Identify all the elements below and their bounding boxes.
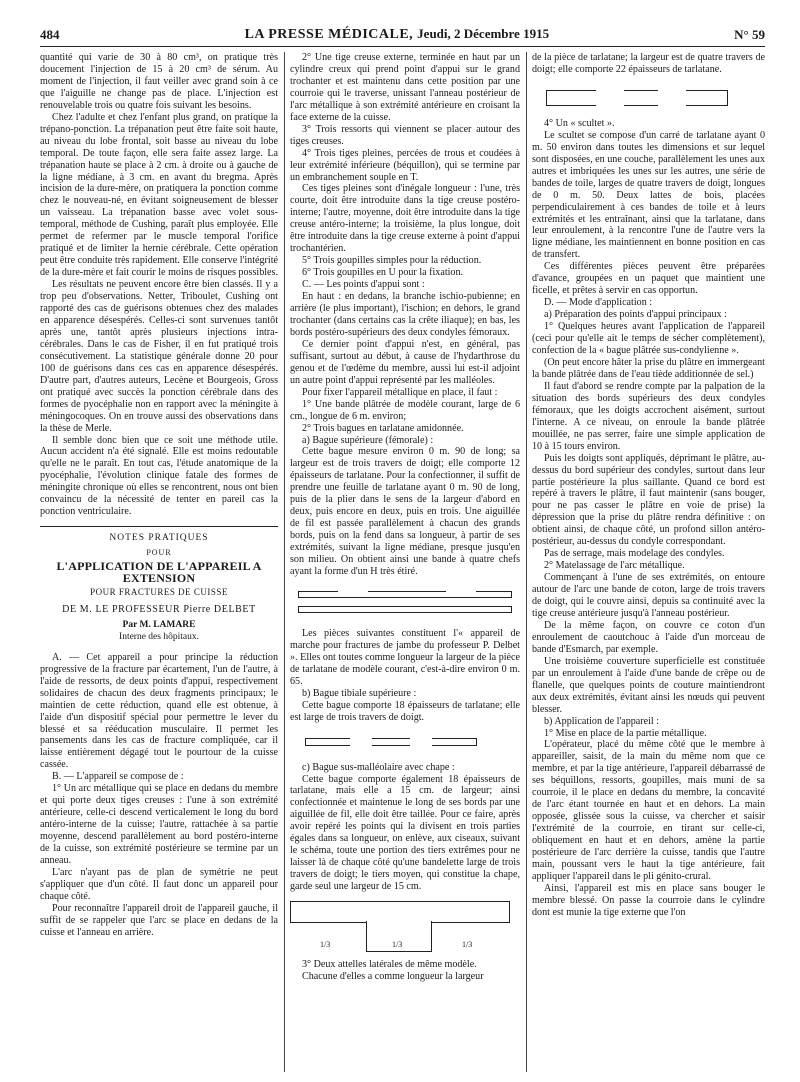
paragraph: Puis les doigts sont appliqués, déprimant le plâtre, au-dessus du bord supérieur des condyles, surtout dans leur partie postérieure la plus saillante. Quand ce bord est repéré à travers le plâtre, il faut maintenir (sans bouger, pour ne pas casser le plâtre en voie de prise) la dépression que la prise du plâtre rendra définitive : on obtient ainsi, de chaque côté, un profond sillon antéro-postérieur, au-dessus du condyle correspondant. <box>532 452 765 548</box>
paragraph: B. — L'appareil se compose de : <box>52 771 184 783</box>
article-title: L'APPLICATION DE L'APPAREIL A EXTENSION <box>56 559 262 586</box>
paragraph: Ces tiges pleines sont d'inégale longueur : l'une, très courte, doit être introduite dans la tige creuse postéro-interne; l'autre, moyenne, doit être introduite dans la tige creuse antéro-interne; la troisième, la plus longue, doit être introduite dans la tige creuse externe à point d'appui trochantérien. <box>290 183 520 255</box>
article-kicker: NOTES PRATIQUES <box>109 533 209 544</box>
splint-slit <box>596 88 624 106</box>
page-number: 484 <box>40 27 60 42</box>
paragraph: quantité qui varie de 30 à 80 cm³, on pratique très doucement l'injection de 15 à 20 cm³ de sérum. Au moment de l'injection, il faut veiller avec grand soin à ce que l'aiguille ne change pas de place. L'injection est renouvelable trois ou quatre fois suivant les besoins. <box>40 52 278 111</box>
paragraph: 2° Matelassage de l'arc métallique. <box>544 560 685 572</box>
masthead <box>40 20 765 47</box>
article-subtitle: POUR FRACTURES DE CUISSE <box>90 586 228 597</box>
paragraph: Cette bague comporte également 18 épaisseurs de tarlatane, mais elle a 15 cm. de largeur; ainsi confectionnée et maintenue le long de ses bords par une aiguillée de fil, elle doit être taillée. Pour ce faire, après avoir repéré les points qui la divisent en trois parties égales dans sa longueur, on enlève, aux ciseaux, suivant le schéma, toute une portion des tiers extrêmes pour ne laisser là de chaque côté qu'une bandelette large de trois travers de doigt; le tiers moyen, qui constitue la chape, garde seul une largeur de 15 cm. <box>290 773 520 893</box>
paragraph: (On peut encore hâter la prise du plâtre en immergeant la bande plâtrée dans de l'eau tiède additionnée de sel.) <box>532 356 765 380</box>
bandage-strip <box>298 606 512 613</box>
chape-band <box>290 901 510 923</box>
paragraph: Pour reconnaître l'appareil droit de l'appareil gauche, il suffit de se rappeler que l'arc se place en dedans de la cuisse et l'anneau en arrière. <box>40 902 278 938</box>
column-1 <box>40 52 278 1077</box>
paragraph: Ce dernier point d'appui n'est, en général, pas suffisant, surtout au début, à cause de l'hydarthrose du genou et de l'œdème du membre, aussi lui est-il adjoint un autre point d'appui représenté par les malléoles. <box>290 338 520 386</box>
paragraph: A. — Cet appareil a pour principe la réduction progressive de la fracture par écartement, l'un de l'autre, à l'aide de ressorts, de deux points d'appui, respectivement solidaires de chacun des deux fragments principaux; le maintien de cette réduction, quand elle est obtenue, à l'aide d'un dispositif spécial pour permettre le lever du blessé et sa rééducation musculaire. Il permet les pansements dans les cas de fracture compliquée, car il laisse entièrement dégagé tout le pourtour de la cuisse cassée. <box>40 651 278 771</box>
fraction-label: 1/3 <box>320 940 331 950</box>
bandage-diagram-tibial <box>290 730 520 754</box>
paragraph: Chez l'adulte et chez l'enfant plus grand, on pratique la trépano-ponction. La trépanation peut être faite soit haute, au niveau du lobe frontal, soit basse au niveau du lobe temporal. De toute façon, elle sera faite assez large. La trépanation haute se place à 2 cm. à droite ou à gauche de la ligne médiane, à 3 cm. en avant du bregma. Après incision de la dure-mère, on pratiquera la ponction comme chez le nouveau-né, en évitant soigneusement de blesser un vaisseau. La trépanation basse avec volet sous-temporal, méthode de Cushing, paraît plus employée. Elle permet de refermer par le muscle temporal l'orifice pratiqué et de limiter la hernie cérébrale. Cette opération peut être conduite très rapidement. Elle conserve l'intégrité de la dure-mère et fait courir le moins de risques possibles. <box>40 111 278 279</box>
paragraph: 1° Une bande plâtrée de modèle courant, large de 6 cm., longue de 6 m. environ; <box>290 398 520 422</box>
paragraph: Cette bague comporte 18 épaisseurs de tarlatane; elle est large de trois travers de doigt. <box>290 699 520 723</box>
bandage-diagram-femoral <box>290 586 520 620</box>
paragraph: D. — Mode d'application : <box>544 297 653 309</box>
paragraph: 1° Mise en place de la partie métallique. <box>544 727 707 739</box>
article-separator <box>40 526 278 527</box>
paragraph: En haut : en dedans, la branche ischio-pubienne; en arrière (le plus important), l'ischion; en dehors, le grand trochanter (dans certains cas la crête iliaque); en bas, les bords postéro-supérieurs des deux condyles fémoraux. <box>290 291 520 338</box>
paragraph: L'arc n'ayant pas de plan de symétrie ne peut s'appliquer que d'un côté. Il faut donc un appareil pour chaque côté. <box>40 866 278 902</box>
paragraph: Ainsi, l'appareil est mis en place sans bouger le membre blessé. On passe la courroie dans le cylindre dont est munie la tige externe que l'on <box>532 882 765 918</box>
paragraph: b) Application de l'appareil : <box>544 715 660 727</box>
issue-number: N° 59 <box>734 27 765 42</box>
paragraph: 4° Un « scultet ». <box>544 117 615 129</box>
paragraph: 5° Trois goupilles simples pour la réduction. <box>302 255 482 267</box>
bandage-slit <box>338 591 368 597</box>
chape-diagram <box>290 899 520 953</box>
paragraph: Les résultats ne peuvent encore être bien classés. Il y a trop peu d'observations. Netter, Triboulet, Cushing ont rapporté des cas de guérisons obtenues chez des malades en apparence désespérés. Celles-ci sont survenues tantôt après une, tantôt après plusieurs injections intra-cérébrales. Dans le cas de Fisher, il en fut pratiqué trois consécutivement. La statistique générale donne 20 pour 100 de guérisons dans ces cas en apparence désespérés. D'autre part, d'autres auteurs, Lecène et Bourgeois, Gross ont pratiqué avec succès la ponction cérébrale dans des formes de pyocéphalie non en rapport avec la méningite à méningocoques. On en trouve aussi des observations dans la thèse de Merle. <box>40 279 278 434</box>
paragraph: Le scultet se compose d'un carré de tarlatane ayant 0 m. 50 environ dans toutes les dimensions et sur lequel sont disposées, en une couche, parallèlement les unes aux autres et imbriquées les unes sur les autres, une série de bandes de toile, larges de quatre travers de doigt, longues de 0 m. 50. Deux lattes de bois, placées perpendiculairement à ces bandes de toile et à leurs extrémités et les entraînant, ainsi que la tarlatane, dans leur enroulement, à la rencontre l'une de l'autre vers la ligne médiane, les maintiennent en bonne position en cas de transfert. <box>532 129 765 261</box>
paragraph: 2° Trois bagues en tarlatane amidonnée. <box>302 422 464 434</box>
paragraph: Il faut d'abord se rendre compte par la palpation de la situation des bords supérieurs des deux condyles fémoraux, que les doigts accrochent aisément, surtout l'interne. A ce niveau, on enroule la bande plâtrée mouillée, ne pas serrer, faire une simple application de 10 à 15 tours environ. <box>532 380 765 452</box>
paragraph: 2° Une tige creuse externe, terminée en haut par un cylindre creux qui prend point d'appui sur le grand trochanter et est maintenu dans cette position par une courroie qui le traverse, unissant l'anneau postérieur de l'arc métallique à son extrémité antérieure en croisant la face externe de la cuisse. <box>290 52 520 123</box>
paragraph: L'opérateur, placé du même côté que le membre à appareiller, saisit, de la main du même nom que ce membre, et par la tige antérieure, l'appareil débarrassé de ses béquillons, ressorts, goupilles, mais muni de sa courroie, il le place en dedans du membre, la concavité de l'arc étant tournée en haut et en dehors. La main opposée, glissée sous la cuisse, va chercher et saisir l'extrémité de la courroie, en tirant sur celle-ci, obliquement en haut et en dehors, amène la partie postérieure de l'arc derrière la cuisse, tandis que l'autre main, poussant vers le haut la tige antérieure, fait appliquer l'appareil dans le pli génito-crural. <box>532 739 765 882</box>
paragraph: Une troisième couverture superficielle est constituée par un enroulement à l'aide d'une bande de crêpe ou de flanelle, que quelques points de couture maintiendront aux deux extrémités, évitant ainsi les nœuds qui peuvent blesser. <box>532 655 765 715</box>
paragraph: Pas de serrage, mais modelage des condyles. <box>544 548 725 560</box>
paragraph: 3° Deux attelles latérales de même modèle. <box>302 959 477 971</box>
paragraph: 4° Trois tiges pleines, percées de trous et coudées à leur extrémité inférieure (béquillon), qui se termine par un embranchement souple en T. <box>290 147 520 183</box>
paragraph: de la pièce de tarlatane; la largeur est de quatre travers de doigt; elle comporte 22 épaisseurs de tarlatane. <box>532 52 765 75</box>
article-pour: POUR <box>146 548 172 558</box>
paragraph: 6° Trois goupilles en U pour la fixation. <box>302 267 464 279</box>
fraction-label: 1/3 <box>462 940 473 950</box>
fraction-label: 1/3 <box>392 940 403 950</box>
paragraph: 3° Trois ressorts qui viennent se placer autour des tiges creuses. <box>290 123 520 147</box>
paragraph: Chacune d'elles a comme longueur la largeur <box>302 971 484 982</box>
paragraph: Les pièces suivantes constituent l'« appareil de marche pour fractures de jambe du professeur P. Delbet ». Elles ont toutes comme longueur la largeur de la pièce de tarlatane de modèle courant, c'est-à-dire environ 0 m. 65. <box>290 627 520 687</box>
article-author: DE M. LE PROFESSEUR Pierre DELBET <box>62 603 256 615</box>
splint-diagram <box>532 82 765 112</box>
paragraph: Pour fixer l'appareil métallique en place, il faut : <box>302 386 498 398</box>
bandage-slit <box>350 736 372 748</box>
paragraph: C. — Les points d'appui sont : <box>302 279 425 291</box>
bandage-slit <box>446 591 476 597</box>
paragraph: Cette bague mesure environ 0 m. 90 de long; sa largeur est de trois travers de doigt; elle comporte 12 épaisseurs de tarlatane. Pour la confectionner, il suffit de prendre une feuille de tarlatane ayant 0 m. 90 de long, puis de la plier dans le sens de la largeur d'abord en deux, puis encore en deux, puis en trois. Une aiguillée de fil est passée parallèlement à chacun des grands bords, puis on la fend dans sa longueur, à partir de ses extrémités, suivant la ligne médiane, presque jusqu'en son milieu. On obtient ainsi une bande à quatre chefs ayant la forme d'un H très étiré. <box>290 446 520 577</box>
column-3 <box>532 52 765 1077</box>
paragraph: Ces différentes pièces peuvent être préparées d'avance, groupées en un paquet que maintient une ficelle, et prêtes à servir en cas opportun. <box>532 261 765 297</box>
bandage-strip <box>298 591 512 598</box>
paragraph: 1° Un arc métallique qui se place en dedans du membre et qui porte deux tiges creuses : l'une à son extrémité antérieure, celle-ci descend verticalement le long du bord antéro-interne de la cuisse; l'autre, rattachée à sa partie moyenne, descend parallèlement au bord postéro-interne de la cuisse, son extrémité postérieure se termine par un anneau. <box>40 783 278 866</box>
journal-title: LA PRESSE MÉDICALE, <box>244 27 414 42</box>
article-affiliation: Interne des hôpitaux. <box>119 631 199 642</box>
bandage-strip <box>305 738 477 746</box>
splint-strip <box>546 90 728 106</box>
paragraph: De la même façon, on couvre ce coton d'un enroulement de caoutchouc à l'aide d'un morceau de bande d'Esmarch, par exemple. <box>532 619 765 655</box>
paragraph: b) Bague tibiale supérieure : <box>302 687 417 699</box>
issue-date: Jeudi, 2 Décembre 1915 <box>417 26 550 41</box>
paragraph: c) Bague sus-malléolaire avec chape : <box>302 761 455 773</box>
paragraph: Commençant à l'une de ses extrémités, on entoure autour de l'arc une bande de coton, large de trois travers de doigt, qui le couvre ainsi, depuis sa continuité avec la tige creuse antérieure jusqu'à l'anneau postérieur. <box>532 572 765 619</box>
journal-heading <box>245 26 550 46</box>
article-byline: Par M. LAMARE <box>122 619 196 630</box>
column-divider <box>526 52 527 1072</box>
paragraph: 1° Quelques heures avant l'application de l'appareil (ceci pour qu'elle ait le temps de sécher complètement), confection de la « bague plâtrée sus-condylienne ». <box>532 321 765 357</box>
paragraph: a) Bague supérieure (fémorale) : <box>302 434 434 446</box>
splint-slit <box>658 88 686 106</box>
column-2 <box>290 52 520 1077</box>
paragraph: a) Préparation des points d'appui principaux : <box>544 309 727 321</box>
column-divider <box>284 52 285 1072</box>
bandage-slit <box>410 736 432 748</box>
paragraph: Il semble donc bien que ce soit une méthode utile. Aucun accident n'a été signalé. Elle est moins redoutable qu'elle ne le paraît. En tout cas, l'étude anatomique de la pyocéphalie, l'évolution clinique fatale des formes de méningite chronique où elles se rencontrent, nous ont bien convaincu de la nécessité de tenter en pareil cas la ponction ventriculaire. <box>40 434 278 518</box>
